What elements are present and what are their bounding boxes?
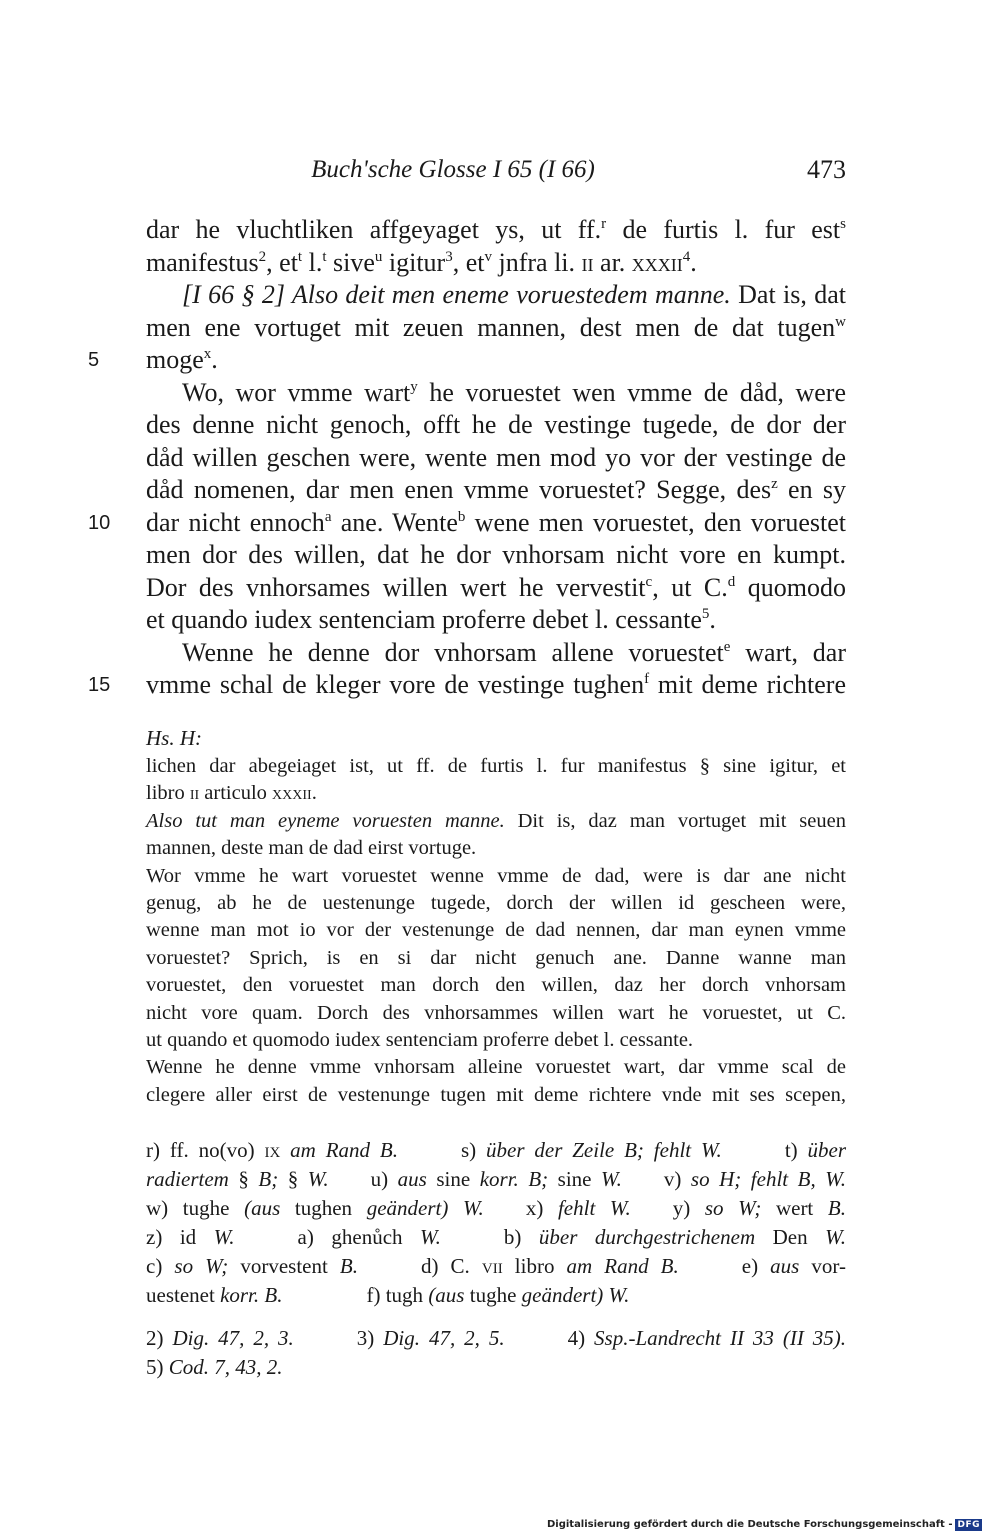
- text-span: nicht vore quam. Dorch des vnhorsammes willen wart he voruestet, ut C.: [146, 1001, 846, 1024]
- text-span: y): [672, 1196, 705, 1220]
- footnote-marker: r: [601, 216, 607, 232]
- text-span: radiertem: [146, 1167, 229, 1191]
- text-span: (aus: [244, 1196, 281, 1220]
- apparatus-line: [146, 1281, 846, 1310]
- text-span: am Rand B.: [290, 1138, 398, 1162]
- text-span: z) id: [146, 1225, 214, 1249]
- text-span: Dor des vnhorsames willen wert he vervestit: [146, 572, 646, 602]
- text-span: vor-: [799, 1254, 846, 1278]
- text-line: [146, 247, 846, 280]
- text-span: §: [228, 1167, 259, 1191]
- text-span: wert: [761, 1196, 828, 1220]
- source-line: [146, 1324, 846, 1353]
- text-span: , ut C.: [652, 572, 728, 602]
- footnote-marker: d: [727, 573, 736, 590]
- apparatus-line: [146, 1223, 846, 1252]
- text-span: so W;: [174, 1254, 229, 1278]
- text-line: [146, 572, 846, 605]
- text-span: [484, 1196, 526, 1220]
- text-span: dåd nomenen, dar men enen vmme voruestet? Segge, des: [146, 475, 772, 504]
- footnote-marker: t: [297, 248, 303, 265]
- text-span: W.: [825, 1225, 846, 1249]
- text-line: [146, 409, 846, 442]
- text-span: [358, 1254, 421, 1278]
- text-span: aus: [397, 1167, 427, 1191]
- funding-notice: [547, 1518, 982, 1532]
- text-span: W.: [601, 1167, 622, 1191]
- text-span: W.: [213, 1225, 235, 1249]
- footnote-marker: 5: [701, 606, 710, 622]
- text-span: [679, 1254, 742, 1278]
- footnote-marker: 4: [682, 248, 691, 265]
- text-span: igitur: [382, 247, 446, 277]
- text-span: en sy: [777, 475, 846, 504]
- text-span: Also tut man eyneme voruesten manne.: [146, 809, 505, 832]
- page-number: 473: [807, 155, 846, 184]
- manuscript-line: [146, 780, 846, 807]
- text-span: uestenet: [146, 1283, 221, 1307]
- text-span: de furtis l. fur est: [606, 215, 841, 244]
- text-span: [622, 1167, 664, 1191]
- main-text: [88, 214, 847, 702]
- text-span: t): [784, 1138, 808, 1162]
- text-span: vorvestent: [228, 1254, 340, 1278]
- apparatus-line: [146, 1252, 846, 1281]
- text-span: ii: [189, 782, 200, 805]
- funding-notice-text: Digitalisierung gefördert durch die Deutsche Forschungsgemeinschaft -: [546, 1519, 953, 1530]
- manuscript-line: [146, 945, 846, 972]
- running-title: Buch'sche Glosse I 65 (I 66): [311, 156, 595, 183]
- text-span: W.: [307, 1167, 329, 1191]
- critical-apparatus: [146, 1136, 846, 1310]
- text-span: B.: [339, 1254, 358, 1278]
- manuscript-line: [146, 1082, 846, 1109]
- text-span: so W;: [704, 1196, 762, 1220]
- footnote-marker: t: [322, 248, 327, 265]
- text-line: [88, 344, 846, 377]
- text-span: [294, 1326, 357, 1350]
- text-span: .: [311, 782, 317, 805]
- text-span: dåd willen geschen were, wente men mod yo vor der vestinge de: [146, 442, 846, 472]
- text-span: [329, 1167, 371, 1191]
- text-span: xxxii: [631, 247, 683, 277]
- text-span: Wo, wor vmme wart: [182, 377, 411, 407]
- text-span: wene men voruestet, den voruestet: [465, 507, 847, 537]
- text-span: a) ghenůch: [297, 1225, 421, 1249]
- manuscript-text: [146, 753, 846, 1109]
- text-span: [280, 1138, 290, 1162]
- text-span: wenne man mot io vor der vestenunge de dad nennen, dar man eynen vmme: [146, 919, 846, 942]
- text-line: [146, 279, 846, 312]
- text-line: [146, 637, 846, 670]
- text-span: [631, 1196, 673, 1220]
- text-span: über durchgestrichenem: [538, 1225, 756, 1249]
- text-span: clegere aller eirst de vestenunge tugen mit deme richtere vnde mit ses scepen,: [146, 1083, 846, 1106]
- footnote-marker: x: [203, 346, 212, 362]
- text-span: moge: [146, 345, 204, 374]
- manuscript-line: [146, 1054, 846, 1081]
- text-span: Ssp.-Landrecht II 33 (II 35).: [594, 1326, 847, 1350]
- text-span: [235, 1225, 298, 1249]
- text-span: dar he vluchtliken affgeyaget ys, ut ff.: [146, 215, 602, 244]
- text-span: sive: [326, 247, 375, 277]
- text-span: voruestet? Sprich, is en si dar nicht genuch ane. Danne wanne man: [146, 946, 846, 969]
- text-span: B.: [827, 1196, 846, 1220]
- text-span: .: [211, 345, 218, 374]
- source-line: [146, 1353, 846, 1382]
- manuscript-heading: Hs. H:: [146, 726, 202, 750]
- text-span: Cod. 7, 43, 2.: [168, 1355, 283, 1379]
- line-number: 15: [88, 674, 111, 696]
- text-span: geändert) W.: [366, 1196, 484, 1220]
- text-line: [88, 669, 847, 702]
- text-span: jnfra li.: [492, 247, 582, 277]
- line-number: 10: [88, 511, 111, 534]
- text-span: [398, 1138, 461, 1162]
- source-notes: [146, 1324, 846, 1382]
- text-line: [146, 474, 846, 507]
- running-head: [146, 150, 846, 190]
- text-span: f) tugh: [366, 1283, 429, 1307]
- manuscript-line: [146, 863, 846, 890]
- text-span: genug, ab he de uestenunge tugede, dorch der willen id gescheen were,: [146, 891, 846, 914]
- text-span: ii: [581, 247, 594, 277]
- text-span: sine: [548, 1167, 602, 1191]
- manuscript-line: [146, 1000, 846, 1027]
- text-span: über: [807, 1138, 847, 1162]
- text-span: 3): [356, 1326, 384, 1350]
- text-span: men dor des willen, dat he dor vnhorsam nicht vore en kumpt.: [146, 540, 846, 569]
- text-line: [146, 604, 846, 637]
- text-span: s): [460, 1138, 487, 1162]
- text-span: quomodo: [735, 572, 846, 602]
- footnote-marker: a: [324, 508, 332, 525]
- text-span: d) C.: [420, 1254, 482, 1278]
- text-span: , et: [266, 247, 298, 277]
- text-span: 4): [567, 1326, 595, 1350]
- text-line: [88, 507, 847, 540]
- text-span: ut quando et quomodo iudex sentenciam proferre debet l. cessante.: [146, 1028, 694, 1051]
- text-span: libro: [502, 1254, 567, 1278]
- text-span: vmme schal de kleger vore de vestinge tughen: [146, 670, 645, 699]
- text-span: xxxii: [272, 782, 312, 805]
- footnote-marker: z: [771, 476, 778, 492]
- text-span: [722, 1138, 785, 1162]
- text-span: 5): [146, 1355, 169, 1379]
- footnote-marker: 2: [258, 248, 267, 265]
- text-span: r) ff. no(vo): [146, 1138, 265, 1162]
- text-span: voruestet, den voruestet man dorch den willen, daz her dorch vnhorsam: [146, 974, 846, 997]
- text-span: mannen, deste man de dad eirst vortuge.: [146, 837, 477, 860]
- footnote-marker: e: [723, 638, 731, 655]
- manuscript-line: [146, 917, 846, 944]
- apparatus-line: [146, 1194, 846, 1223]
- text-span: , et: [452, 247, 485, 277]
- text-span: ane. Wente: [331, 507, 458, 537]
- text-span: [I 66 § 2] Also deit men eneme voruestedem manne.: [182, 280, 731, 309]
- text-span: et quando iudex sentenciam proferre debet l. cessante: [146, 605, 702, 634]
- text-span: ar.: [593, 247, 632, 277]
- text-span: Dig. 47, 2, 3.: [172, 1326, 294, 1350]
- text-span: fehlt W.: [557, 1196, 631, 1220]
- text-span: tughe: [464, 1283, 522, 1307]
- dfg-logo: DFG: [957, 1520, 980, 1530]
- manuscript-line: [146, 835, 846, 862]
- text-line: [146, 539, 846, 572]
- text-span: sine: [426, 1167, 480, 1191]
- manuscript-line: [146, 972, 846, 999]
- text-span: wart, dar: [730, 637, 846, 667]
- text-span: u): [370, 1167, 398, 1191]
- text-span: .: [709, 605, 716, 634]
- text-span: e): [741, 1254, 771, 1278]
- text-span: Dig. 47, 2, 5.: [383, 1326, 505, 1350]
- apparatus-line: [146, 1165, 846, 1194]
- text-span: (aus: [428, 1283, 465, 1307]
- footnote-marker: 3: [445, 248, 453, 265]
- text-span: manifestus: [146, 247, 259, 277]
- text-span: l.: [302, 247, 323, 277]
- text-line: [146, 312, 846, 345]
- text-span: b): [503, 1225, 539, 1249]
- text-span: v): [663, 1167, 691, 1191]
- text-span: B;: [258, 1167, 279, 1191]
- text-span: Wor vmme he wart voruestet wenne vmme de dad, were is dar ane nicht: [146, 864, 846, 887]
- text-span: geändert) W.: [521, 1283, 630, 1307]
- line-number: 5: [88, 349, 100, 371]
- apparatus-line: [146, 1136, 846, 1165]
- text-span: über der Zeile B; fehlt W.: [486, 1138, 722, 1162]
- text-span: am Rand B.: [566, 1254, 679, 1278]
- manuscript-line: [146, 1027, 846, 1054]
- text-span: Wenne he denne vmme vnhorsam alleine voruestet wart, dar vmme scal de: [146, 1056, 846, 1079]
- text-span: ix: [264, 1138, 281, 1162]
- footnote-marker: c: [645, 573, 653, 590]
- text-span: Dat is, dat: [730, 280, 846, 309]
- manuscript-line: [146, 753, 846, 780]
- text-span: Wenne he denne dor vnhorsam allene voruestet: [182, 637, 724, 667]
- text-span: libro: [146, 782, 190, 805]
- manuscript-line: [146, 808, 846, 835]
- footnote-marker: w: [835, 313, 846, 330]
- footnote-marker: s: [840, 216, 846, 232]
- text-span: he voruestet wen vmme de dåd, were: [417, 377, 846, 407]
- footnote-marker: u: [374, 248, 383, 265]
- text-line: [146, 442, 846, 475]
- manuscript-h-variant: [146, 723, 846, 1109]
- footnote-marker: v: [484, 248, 492, 265]
- text-span: Den: [755, 1225, 826, 1249]
- text-span: W.: [420, 1225, 441, 1249]
- text-span: mit deme richtere: [649, 670, 847, 699]
- text-span: aus: [770, 1254, 800, 1278]
- text-span: [505, 1326, 568, 1350]
- footnote-marker: y: [410, 378, 418, 395]
- text-span: lichen dar abegeiaget ist, ut ff. de furtis l. fur manifestus § sine igitur, et: [146, 755, 846, 777]
- text-span: [441, 1225, 504, 1249]
- footnote-marker: b: [457, 508, 466, 525]
- text-line: [146, 214, 846, 247]
- manuscript-line: [146, 890, 846, 917]
- text-span: men ene vortuget mit zeuen mannen, dest men de dat tugen: [146, 312, 836, 342]
- text-span: Dit is, daz man vortuget mit seuen: [504, 809, 846, 832]
- text-span: §: [278, 1167, 308, 1191]
- text-span: w) tughe: [146, 1196, 245, 1220]
- text-span: korr. B.: [220, 1283, 283, 1307]
- text-span: vii: [481, 1254, 503, 1278]
- text-span: c): [146, 1254, 175, 1278]
- text-span: 2): [146, 1326, 173, 1350]
- text-span: des denne nicht genoch, offt he de vestinge tugede, de dor der: [146, 410, 846, 439]
- text-span: so H; fehlt B, W.: [690, 1167, 847, 1191]
- text-span: tughen: [280, 1196, 367, 1220]
- text-span: dar nicht ennoch: [146, 507, 325, 537]
- footnote-marker: f: [644, 671, 650, 687]
- text-span: korr. B;: [479, 1167, 549, 1191]
- text-span: x): [525, 1196, 558, 1220]
- text-span: .: [690, 247, 697, 277]
- text-span: articulo: [199, 782, 273, 805]
- text-line: [146, 377, 846, 410]
- text-span: [282, 1283, 366, 1307]
